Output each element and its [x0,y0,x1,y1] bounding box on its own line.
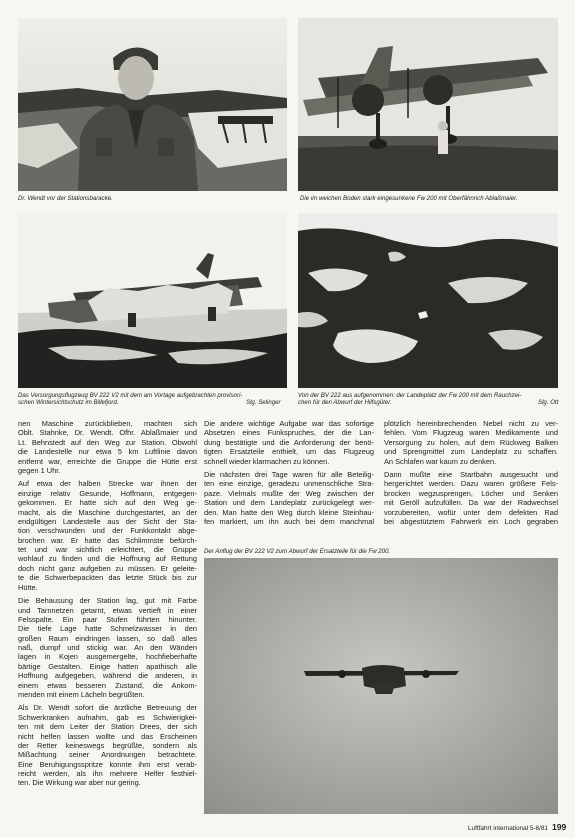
paragraph: Die Behausung der Station lag, gut mit Farbe und Tarnnetzen getarnt, etwas vertieft in einer Felsspalte. Ein paar Stufen führten hinunter. Die tiefe Lage hatte Schmelzwasser in den großen Raum eindringen lassen, so daß alles naß, dumpf und stickig war. An den Wänden lagen in Kojen ausgemergelte, hochfieberhafte bärtige Gestalten. Einige hatten apathisch alle Hoffnung aufgegeben, während die anderen, in einem etwas besseren Zustand, die Ankom- menden mit einem Lächeln begrüßten. [18,596,197,699]
caption-fw200: Die im weichen Boden stark eingesunkene Fw 200 mit Oberfähnrich Ablaßmaier. [300,195,518,202]
credit-landing-site: Slg. Ott [538,399,559,407]
page-number: 199 [551,822,567,832]
page-footer [468,822,566,832]
caption-dr-wendt: Dr. Wendt vor der Stationsbaracke. [18,195,113,202]
caption-bv222-fjord: Das Versorgungsflugzeug BV 222 V2 mit dem am Vortage aufgebrachten provisori- schen Wintersichtschutz im Billefjord. [18,392,243,407]
paragraph: Dann mußte eine Startbahn ausgesucht und hergerichtet werden. Dazu waren größere Fels- brocken wegzusprengen, Löcher und Senken mit Geröll aufzufüllen. Da war der Radwechsel vorzubereiten, wofür unter dem defekten Rad bei abgestütztem Fahrwerk ein Loch gegraben [384,470,558,526]
text-column-left [18,419,197,792]
photo-dr-wendt [18,18,287,191]
magazine-issue: Luftfahrt international 5-6/81 [468,825,548,832]
paragraph: Die andere wichtige Aufgabe war das sofortige Absetzen eines Funkspruches, der die Lan- dung bestätigte und die Anforderung der benö- tigten Ersatzteile enthielt, um das Flugzeug schnell wieder klarmachen zu können. [204,419,374,466]
photo-bv222-fjord [18,213,287,388]
paragraph: Als Dr. Wendt sofort die ärztliche Betreuung der Schwerkranken aufnahm, gab es Schwierigkei- ten mit dem Leiter der Station Drees, der sich nicht helfen lassen wollte und das Erscheinen der Retter keineswegs begrüßte, sondern als Mißachtung seiner Anordnungen betrachtete. Eine Beruhigungsspritze konnte ihm erst verab- reicht werden, als ihn mehrere Helfer festhiel- ten. Die Wirkung war aber nur gering. [18,703,197,788]
text-column-middle [204,419,374,531]
paragraph: Die nächsten drei Tage waren für alle Beteilig- ten eine einzige, geradezu unmenschliche Stra- paze. Vielmals mußte der Weg zwischen der Station und dem Landeplatz zurückgelegt wer- den. Man hatte den Weg durch kleine Steinhau- fen markiert, um ihn auch bei dem manchmal [204,470,374,526]
photo-fw200 [298,18,558,191]
photo-bv222-approach [204,558,558,814]
caption-approach: Der Anflug der BV 222 V2 zum Abwurf der Ersatzteile für die Fw 200. [204,548,391,555]
paragraph: Auf etwa der halben Strecke war ihnen der einzige relativ Gesunde, Hoffmann, entgegen- gekommen. Er hatte sich auf den Weg ge- macht, als die Maschine durchgestartet, an der endgültigen Landestelle aus der Sicht der Sta- tion verschwunden und der Funkkontakt abge- brochen war. Er hatte das Schlimmste befürch- tet und war sichtlich erleichtert, die Gruppe wohlauf zu finden und die Hoffnung auf Rettung doch nicht ganz aufgeben zu müssen. Er geleite- te die Schwerbepackten das letzte Stück bis zur Hütte. [18,479,197,592]
paragraph: plötzlich hereinbrechenden Nebel nicht zu ver- fehlen. Vom Flugzeug waren Medikamente und Versorgung zu holen, auf dem Rückweg Balken und Sprengmittel zum Landeplatz zu schaffen. An Schlafen war kaum zu denken. [384,419,558,466]
caption-landing-site: Von der BV 222 aus aufgenommen: der Landeplatz der Fw 200 mit dem Rauchzei- chen für den Abwurf der Hilfsgüter. [298,392,522,407]
paragraph: nen Maschine zurückblieben, machten sich Oblt. Stahnke, Dr. Wendt. Ofhr. Ablaßmaier und Lt. Behnstedt auf den Weg zur Station. Obwohl die Landestelle nur etwa 5 km Luftlinie davon entfernt war, erreichte die Gruppe die Hütte erst gegen 1 Uhr. [18,419,197,475]
photo-landing-site-aerial [298,213,558,388]
text-column-right [384,419,558,531]
credit-bv222-fjord: Slg. Selinger [246,399,281,407]
